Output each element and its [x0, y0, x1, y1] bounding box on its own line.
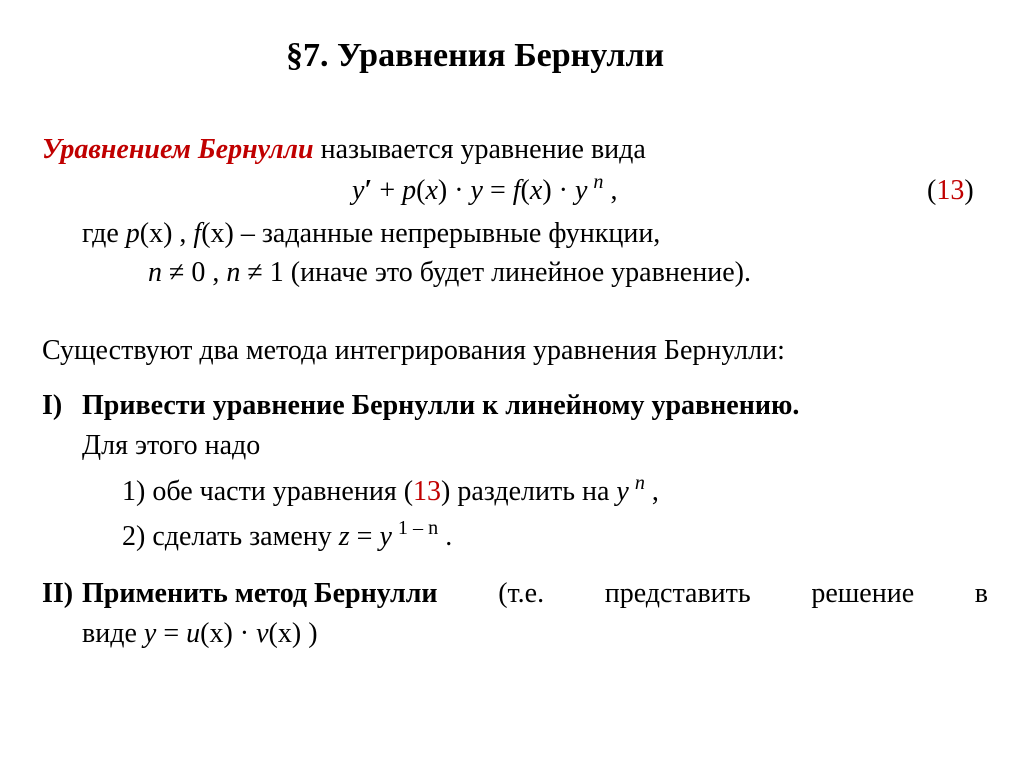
step2-z: z — [338, 521, 350, 552]
eq-p: p — [402, 175, 417, 206]
method2-heading: Применить метод Бернулли — [82, 578, 438, 609]
method2-vx: (x) — [268, 618, 302, 649]
step1-y: y — [616, 476, 629, 507]
method1-sub: Для этого надо — [82, 430, 261, 461]
method1-marker: I) — [42, 390, 63, 421]
definition-rest: называется уравнение вида — [313, 134, 646, 165]
method2-word: решение — [811, 578, 915, 609]
method2-line1 — [82, 578, 988, 610]
where-f: f — [193, 218, 202, 249]
where-line — [82, 218, 660, 250]
where-lead: где — [82, 218, 126, 249]
method2-word: (т.е. — [498, 578, 545, 609]
cond-n: n — [226, 257, 241, 288]
eq-paren: ) — [542, 175, 552, 206]
cond-neq-1: ≠ 1 — [240, 257, 291, 288]
step2-exponent: 1 – n — [397, 516, 439, 539]
method2-u: u — [186, 618, 201, 649]
step2-period: . — [438, 521, 453, 552]
eq-num-paren: ) — [964, 175, 974, 206]
definition-line — [42, 134, 646, 166]
step1-eq-ref: 13 — [413, 476, 442, 507]
equation-number-13: 13 — [936, 175, 965, 206]
method1-heading: Привести уравнение Бернулли к линейному уравнению. — [82, 390, 800, 421]
step2-equals: = — [349, 521, 380, 552]
eq-prime: ′ — [364, 175, 373, 206]
step1-comma: , — [644, 476, 659, 507]
step1-text: 1) обе части уравнения ( — [122, 476, 414, 507]
method2-close: ) — [301, 618, 318, 649]
where-px: (x) — [139, 218, 173, 249]
where-p: p — [125, 218, 140, 249]
eq-paren: ( — [416, 175, 426, 206]
method2-line2 — [82, 618, 318, 650]
eq-comma: , — [603, 175, 618, 206]
equation-number — [927, 175, 974, 207]
bernoulli-equation — [352, 170, 618, 207]
cond-neq-0: ≠ 0 , — [162, 257, 227, 288]
method2-word: представить — [604, 578, 751, 609]
where-tail: – заданные непрерывные функции, — [233, 218, 661, 249]
eq-plus: + — [372, 175, 403, 206]
method1-step2 — [122, 516, 453, 553]
method2-equals: = — [156, 618, 187, 649]
definition-term: Уравнением Бернулли — [42, 134, 314, 165]
eq-num-paren: ( — [927, 175, 937, 206]
eq-x: x — [425, 175, 438, 206]
eq-equals: = — [482, 175, 513, 206]
method2-word: в — [974, 578, 988, 609]
methods-intro: Существуют два метода интегрирования уравнения Бернулли: — [42, 335, 785, 366]
method2-ux: (x) — [200, 618, 233, 649]
method2-text: виде — [82, 618, 144, 649]
step2-y: y — [379, 521, 392, 552]
cond-tail: (иначе это будет линейное уравнение). — [290, 257, 751, 288]
condition-line — [148, 257, 751, 289]
cond-n: n — [148, 257, 162, 288]
where-fx: (x) — [201, 218, 234, 249]
method1-step1 — [122, 471, 659, 508]
eq-paren: ( — [520, 175, 530, 206]
method2-y: y — [143, 618, 157, 649]
eq-y: y — [352, 175, 365, 206]
eq-dot: · — [551, 175, 575, 206]
eq-x: x — [529, 175, 543, 206]
page-title: §7. Уравнения Бернулли — [286, 37, 665, 74]
method2-v: v — [256, 618, 269, 649]
step1-exponent: n — [634, 471, 645, 494]
step1-text: ) разделить на — [441, 476, 617, 507]
eq-y: y — [470, 175, 483, 206]
method2-dot: · — [232, 618, 257, 649]
eq-y: y — [574, 175, 588, 206]
eq-f: f — [512, 175, 521, 206]
where-sep: , — [172, 218, 194, 249]
eq-exponent-n: n — [593, 170, 604, 193]
step2-text: 2) сделать замену — [122, 521, 339, 552]
method2-marker: II) — [42, 578, 74, 609]
eq-dot: · — [447, 175, 471, 206]
eq-paren: ) — [437, 175, 448, 206]
